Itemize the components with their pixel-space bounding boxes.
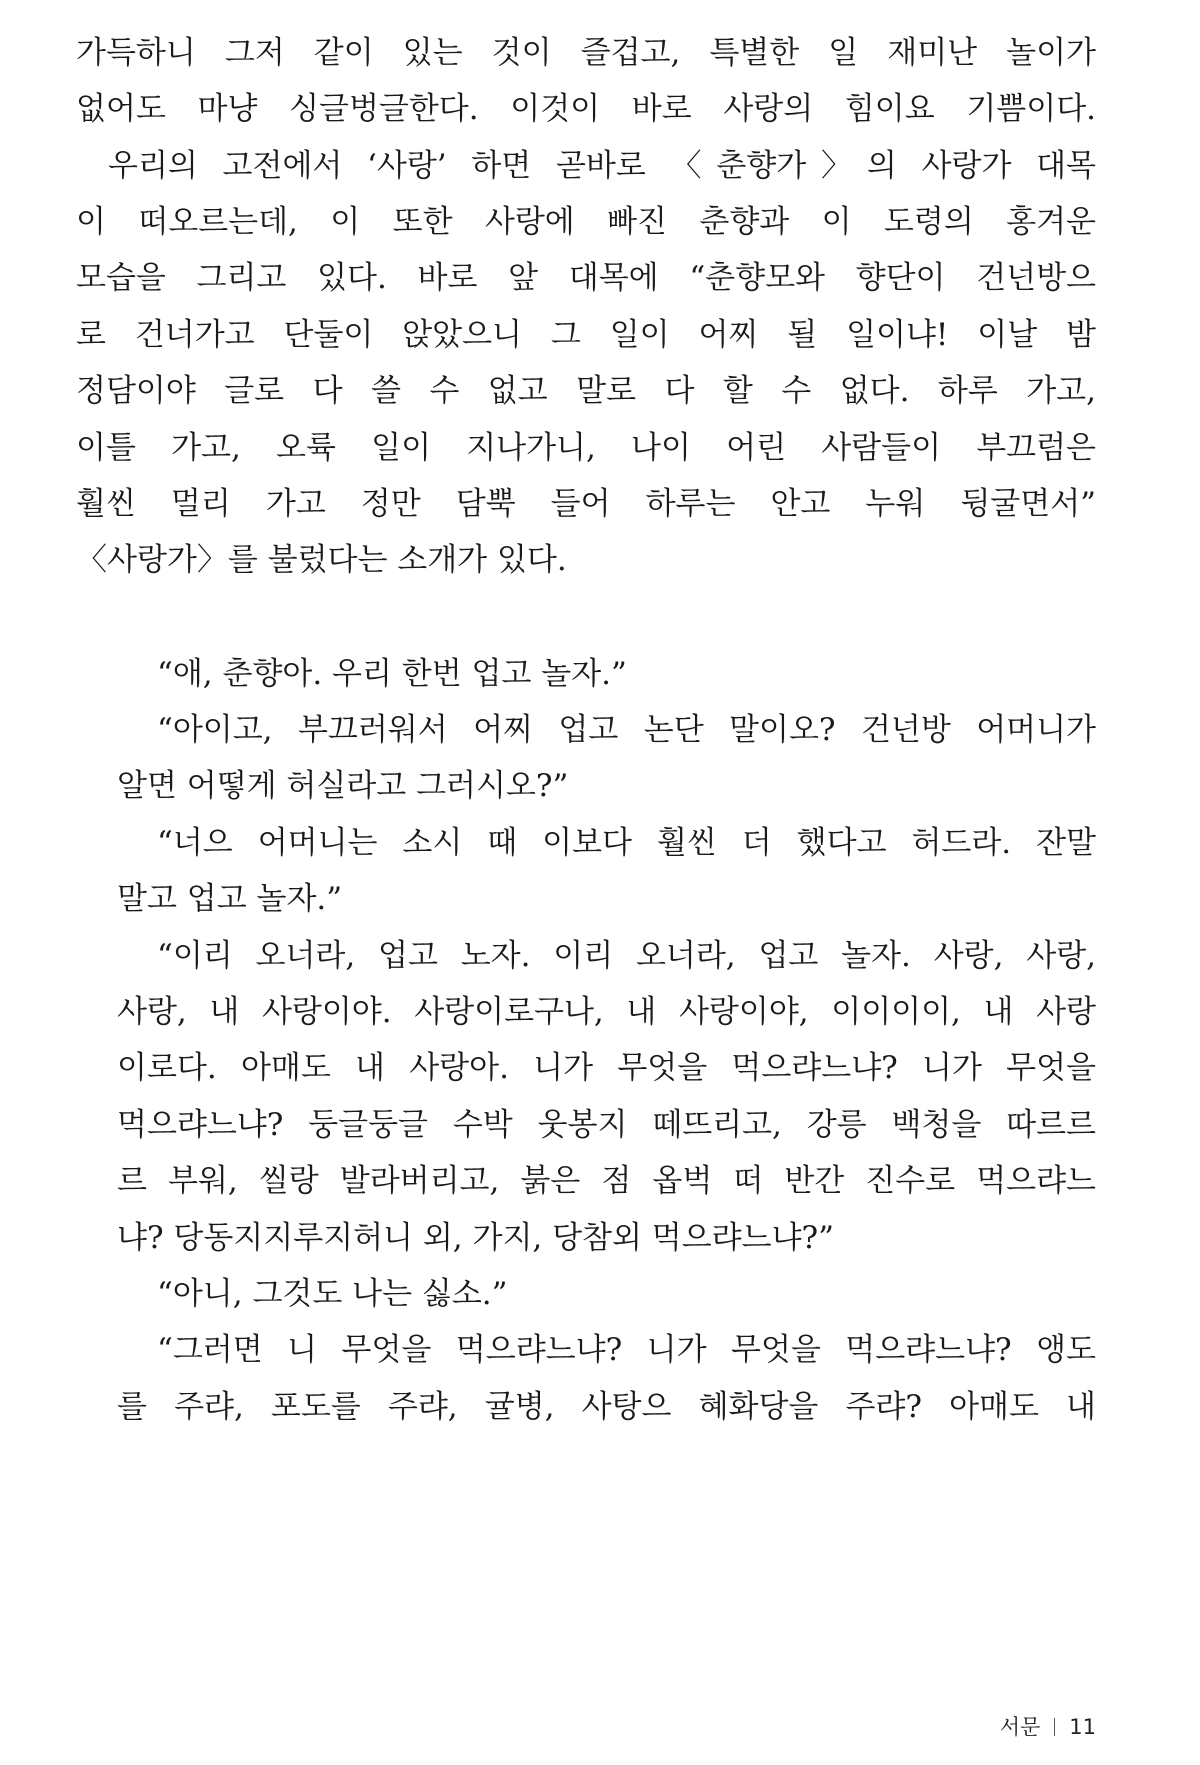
quote-text-line: “그러면 니 무엇을 먹으랴느냐? 니가 무엇을 먹으랴느냐? 앵도	[157, 1332, 1096, 1368]
quote-text-line: 를 주랴, 포도를 주랴, 귤병, 사탕으 혜화당을 주랴? 아매도 내	[117, 1389, 1096, 1425]
quote-text-line: 르 부워, 씰랑 발라버리고, 붉은 점 옵벅 떠 반간 진수로 먹으랴느	[117, 1163, 1096, 1199]
quote-text-line: 먹으랴느냐? 둥글둥글 수박 웃봉지 떼뜨리고, 강릉 백청을 따르르	[117, 1107, 1096, 1143]
quote-text-line: “이리 오너라, 업고 노자. 이리 오너라, 업고 놀자. 사랑, 사랑,	[157, 938, 1096, 974]
page-footer	[960, 1712, 1096, 1742]
quote-text-line: “너으 어머니는 소시 때 이보다 훨씬 더 했다고 허드라. 잔말	[157, 825, 1096, 861]
body-text-line: 훨씬 멀리 가고 정만 담뿍 들어 하루는 안고 누워 뒹굴면서”	[76, 486, 1096, 522]
body-text-line: 모습을 그리고 있다. 바로 앞 대목에 “춘향모와 향단이 건넌방으	[76, 260, 1096, 296]
body-text-line: 없어도 마냥 싱글벙글한다. 이것이 바로 사랑의 힘이요 기쁨이다.	[76, 91, 1096, 127]
body-text-line: 우리의 고전에서 ‘사랑’ 하면 곧바로 〈춘향가〉의 사랑가 대목	[108, 148, 1096, 184]
section-title: 서문	[999, 1715, 1041, 1739]
body-text-line: 로 건너가고 단둘이 앉았으니 그 일이 어찌 될 일이냐! 이날 밤	[76, 317, 1096, 353]
quote-text-line: 말고 업고 놀자.”	[117, 881, 343, 917]
quote-text-line: 사랑, 내 사랑이야. 사랑이로구나, 내 사랑이야, 이이이이, 내 사랑	[117, 994, 1096, 1030]
quote-text-line: 알면 어떻게 허실라고 그러시오?”	[117, 768, 569, 804]
quote-text-line: “아니, 그것도 나는 싫소.”	[157, 1276, 508, 1312]
quote-text-line: “애, 춘향아. 우리 한번 업고 놀자.”	[157, 656, 627, 692]
body-text-line: 가득하니 그저 같이 있는 것이 즐겁고, 특별한 일 재미난 놀이가	[76, 35, 1096, 71]
quote-text-line: 냐? 당동지지루지허니 외, 가지, 당참외 먹으랴느냐?”	[117, 1220, 834, 1256]
footer-divider	[1054, 1718, 1055, 1736]
body-text-line: 〈사랑가〉를 불렀다는 소개가 있다.	[76, 542, 567, 578]
body-text-line: 이틀 가고, 오륙 일이 지나가니, 나이 어린 사람들이 부끄럼은	[76, 430, 1096, 466]
body-text-line: 정담이야 글로 다 쓸 수 없고 말로 다 할 수 없다. 하루 가고,	[76, 373, 1096, 409]
body-text-line: 이 떠오르는데, 이 또한 사랑에 빠진 춘향과 이 도령의 홍겨운	[76, 204, 1096, 240]
page-number: 11	[1069, 1715, 1096, 1739]
quote-text-line: “아이고, 부끄러워서 어찌 업고 논단 말이오? 건넌방 어머니가	[157, 712, 1096, 748]
quote-text-line: 이로다. 아매도 내 사랑아. 니가 무엇을 먹으랴느냐? 니가 무엇을	[117, 1050, 1096, 1086]
